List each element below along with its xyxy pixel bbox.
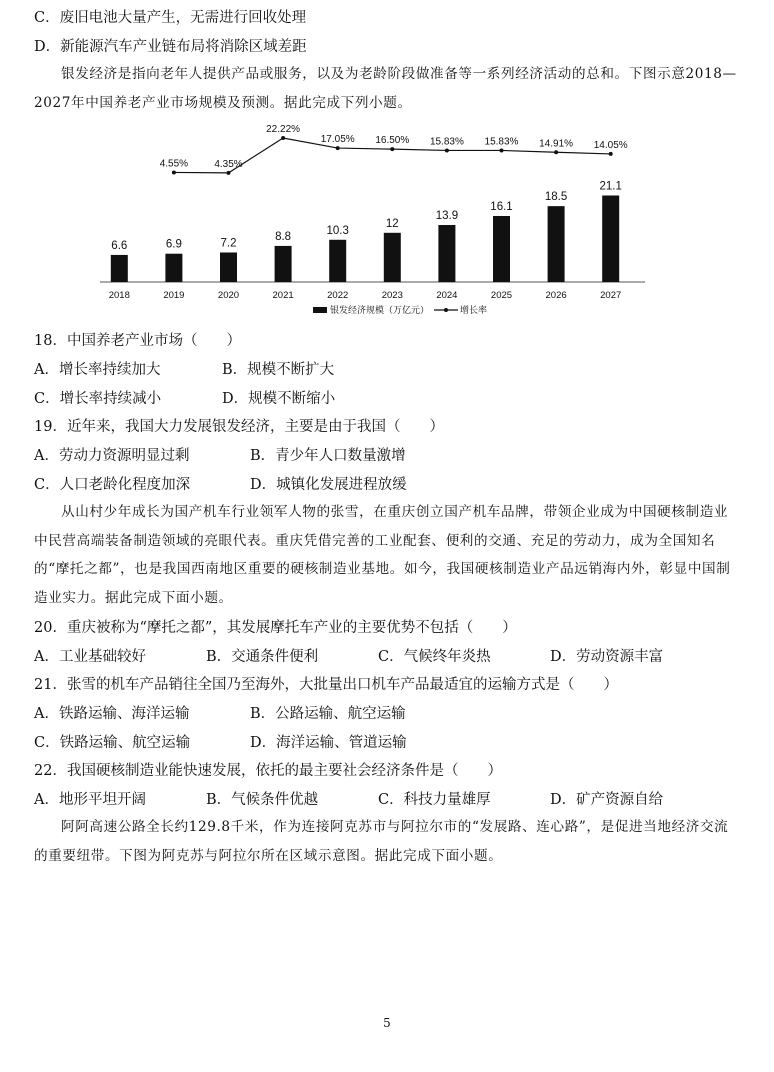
- q18-option-b[interactable]: B．规模不断扩大: [222, 362, 335, 378]
- growth-label-2021: 22.22%: [266, 124, 301, 135]
- tick-label-2021: 2021: [272, 290, 294, 301]
- intro-motorcycle: 从山村少年成长为国产机车行业领军人物的张雪，在重庆创立国产机车品牌，带领企业成为中国硬核制造业中民营高端装备制造领域的亮眼代表。重庆凭借完善的工业配套、便利的交通、充足的劳动力，成为全国知名的“摩托之都”，也是我国西南地区重要的硬核制造业基地。如今，我国硬核制造业产品远销海内外，彰显中国制造业实力。据此完成下面小题。: [34, 504, 731, 606]
- growth-label-2022: 17.05%: [320, 134, 355, 146]
- tick-label-2027: 2027: [600, 290, 622, 301]
- bar-2025: [493, 216, 510, 282]
- option-c-prev: C．废旧电池大量产生，无需进行回收处理: [34, 10, 307, 26]
- growth-point-2022: [336, 146, 340, 150]
- legend-bar-swatch: [313, 307, 327, 313]
- q19-option-b[interactable]: B．青少年人口数量激增: [250, 448, 406, 464]
- growth-point-2024: [445, 148, 449, 152]
- bar-2021: [275, 246, 292, 282]
- bar-2022: [329, 240, 346, 282]
- q22-option-b[interactable]: B．气候条件优越: [206, 792, 319, 808]
- legend-line-marker: [444, 308, 448, 312]
- tick-label-2018: 2018: [108, 290, 130, 301]
- silver-economy-chart: [100, 118, 660, 328]
- bar-label-2026: 18.5: [544, 191, 568, 204]
- bar-label-2024: 13.9: [435, 210, 459, 223]
- growth-point-2021: [281, 136, 285, 140]
- q20-option-b[interactable]: B．交通条件便利: [206, 649, 319, 665]
- bar-label-2018: 6.6: [111, 239, 128, 252]
- tick-label-2024: 2024: [436, 290, 458, 301]
- q19-option-d[interactable]: D．城镇化发展进程放缓: [250, 477, 407, 493]
- bar-2023: [384, 233, 401, 282]
- growth-point-2027: [609, 152, 613, 156]
- q21-option-a[interactable]: A．铁路运输、海洋运输: [34, 706, 190, 722]
- growth-point-2023: [390, 147, 394, 151]
- q20-option-a[interactable]: A．工业基础较好: [34, 649, 146, 665]
- growth-point-2026: [554, 150, 558, 154]
- bar-2020: [220, 252, 237, 282]
- legend-bar-label: 银发经济规模（万亿元）: [330, 305, 430, 315]
- q22-option-a[interactable]: A．地形平坦开阔: [34, 792, 146, 808]
- q21-option-c[interactable]: C．铁路运输、航空运输: [34, 735, 191, 751]
- q20-row: [34, 647, 663, 667]
- bar-2026: [548, 206, 565, 282]
- q19-row2: [34, 475, 407, 495]
- q20-stem: 20．重庆被称为“摩托之都”，其发展摩托车产业的主要优势不包括（ ）: [34, 620, 517, 636]
- q18-stem: 18．中国养老产业市场（ ）: [34, 333, 241, 349]
- q20-option-c[interactable]: C．气候终年炎热: [378, 649, 491, 665]
- q22-option-c[interactable]: C．科技力量雄厚: [378, 792, 491, 808]
- tick-label-2019: 2019: [163, 290, 185, 301]
- q22-row: [34, 790, 663, 810]
- q18-option-a[interactable]: A．增长率持续加大: [34, 362, 161, 378]
- bar-label-2020: 7.2: [220, 237, 237, 250]
- q21-row1: [34, 704, 406, 724]
- q19-row1: [34, 446, 406, 466]
- growth-label-2019: 4.55%: [159, 158, 189, 170]
- growth-label-2027: 14.05%: [593, 139, 628, 151]
- page-number: 5: [383, 1016, 391, 1030]
- growth-point-2020: [227, 171, 231, 175]
- bar-2027: [602, 195, 619, 282]
- bar-label-2019: 6.9: [165, 238, 182, 251]
- q18-row2: [34, 389, 335, 409]
- tick-label-2026: 2026: [545, 290, 567, 301]
- q22-option-d[interactable]: D．矿产资源自给: [550, 792, 664, 808]
- growth-label-2025: 15.83%: [484, 136, 519, 148]
- q19-option-c[interactable]: C．人口老龄化程度加深: [34, 477, 191, 493]
- growth-label-2023: 16.50%: [375, 135, 410, 147]
- bar-label-2027: 21.1: [599, 180, 622, 193]
- q22-stem: 22．我国硬核制造业能快速发展，依托的最主要社会经济条件是（ ）: [34, 763, 502, 779]
- bar-label-2021: 8.8: [275, 230, 292, 243]
- q18-row1: [34, 360, 334, 380]
- q21-option-b[interactable]: B．公路运输、航空运输: [250, 706, 406, 722]
- growth-point-2019: [172, 170, 176, 174]
- growth-point-2025: [500, 148, 504, 152]
- growth-label-2026: 14.91%: [539, 138, 574, 150]
- q20-option-d[interactable]: D．劳动资源丰富: [550, 649, 664, 665]
- legend-line-label: 增长率: [460, 305, 488, 315]
- bar-label-2025: 16.1: [490, 200, 513, 213]
- q18-option-c[interactable]: C．增长率持续减小: [34, 391, 162, 407]
- q19-stem: 19．近年来，我国大力发展银发经济，主要是由于我国（ ）: [34, 419, 444, 435]
- tick-label-2025: 2025: [490, 290, 513, 301]
- tick-label-2023: 2023: [381, 290, 403, 301]
- bar-2019: [165, 254, 182, 282]
- intro-silver-economy: 银发经济是指向老年人提供产品或服务，以及为老龄阶段做准备等一系列经济活动的总和。下图示意2018—2027年中国养老产业市场规模及预测。据此完成下列小题。: [34, 66, 737, 111]
- bar-2024: [438, 225, 455, 282]
- bar-2018: [111, 255, 128, 282]
- growth-label-2024: 15.83%: [429, 136, 464, 148]
- growth-label-2020: 4.35%: [214, 158, 243, 170]
- q21-option-d[interactable]: D．海洋运输、管道运输: [250, 735, 407, 751]
- tick-label-2022: 2022: [327, 290, 349, 301]
- intro-highway: 阿阿高速公路全长约129.8千米，作为连接阿克苏市与阿拉尔市的“发展路、连心路”，是促进当地经济交流的重要纽带。下图为阿克苏与阿拉尔所在区域示意图。据此完成下面小题。: [34, 819, 729, 864]
- q21-stem: 21．张雪的机车产品销往全国乃至海外，大批量出口机车产品最适宜的运输方式是（ ）: [34, 677, 618, 693]
- q21-row2: [34, 733, 407, 753]
- option-d-prev: D．新能源汽车产业链布局将消除区域差距: [34, 39, 307, 55]
- bar-label-2023: 12: [385, 217, 399, 230]
- bar-label-2022: 10.3: [326, 224, 349, 237]
- q18-option-d[interactable]: D．规模不断缩小: [222, 391, 336, 407]
- q19-option-a[interactable]: A．劳动力资源明显过剩: [34, 448, 190, 464]
- tick-label-2020: 2020: [217, 290, 240, 301]
